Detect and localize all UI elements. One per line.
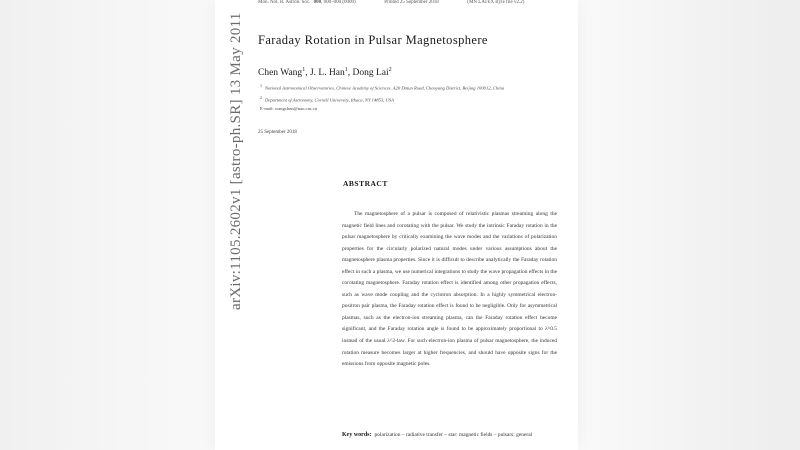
running-head: Mon. Not. R. Astron. Soc. 000, 000–000 (0000) Printed 25 September 2018 (MN LATEX style file v2.2) (258, 0, 525, 5)
author-affil-mark: 1 (302, 67, 306, 73)
viewer-background-left (0, 0, 215, 450)
author-name: J. L. Han (309, 68, 345, 79)
author-name: Dong Lai (352, 68, 389, 79)
author-name: Chen Wang (258, 68, 303, 79)
affiliation-text: National Astronomical Observatories, Chinese Academy of Sciences. A20 Datun Road, Chaoyang District, Beijing 100012, China (265, 85, 505, 91)
journal-pages: 000–000 (0000) (323, 0, 356, 5)
journal-name: Mon. Not. R. Astron. Soc. (258, 0, 311, 5)
keywords-text: polarization – radiative transfer – star: magnetic fields – pulsars: general (374, 432, 533, 438)
paper-title: Faraday Rotation in Pulsar Magnetosphere (258, 33, 488, 47)
author-affil-mark: 2 (388, 67, 392, 73)
affiliation (260, 95, 394, 103)
author-list: Chen Wang$^1$, J. L. Han$^1$, Dong Lai$^2$ (258, 67, 392, 79)
viewer-background-right (578, 0, 800, 450)
journal-volume: 000 (313, 0, 322, 5)
arxiv-identifier[interactable]: arXiv:1105.2602v1 [astro-ph.SR] 13 May 2011 (228, 12, 244, 310)
keywords-label: Key words: (342, 432, 372, 438)
affiliation-mark: 2 (260, 95, 262, 100)
author-affil-mark: 1 (344, 67, 348, 73)
printed-date: Printed 25 September 2018 (384, 0, 439, 5)
style-file: (MN LATEX style file v2.2) (467, 0, 525, 5)
affiliation-mark: 1 (260, 83, 262, 88)
contact-email[interactable]: E-mail: wangchen@nao.cas.cn (260, 106, 317, 111)
affiliation-text: Department of Astronomy, Cornell University, Ithaca, NY 14853, USA (265, 97, 394, 103)
paper-date: 25 September 2018 (258, 130, 297, 135)
abstract-body: The magnetosphere of a pulsar is composed of relativistic plasmas streaming along the magnetic field lines and corotating with the pulsar. We study the intrinsic Faraday rotation in the pulsar magnetosphere by critically examining the wave modes and the variations of polarization properties for the circularly polarized natural modes under various assumptions about the magnetosphere plasma properties. Since it is difficult to describe analytically the Faraday rotation effect in such a plasma, we use numerical integrations to study the wave propagation effects in the corotating magnetosphere. Faraday rotation effect is identified among other propagation effects, such as wave mode coupling and the cyclotron absorption. In a highly symmetrical electron-positron pair plasma, the Faraday rotation effect is found to be negligible. Only for asymmetrical plasmas, such as the electron-ion streaming plasma, can the Faraday rotation effect become significant, and the Faraday rotation angle is found to be approximately proportional to λ^0.5 instead of the usual λ^2-law. For such electron-ion plasma of pulsar magnetosphere, the induced rotation measure becomes larger at higher frequencies, and should have opposite signs for the emissions from opposite magnetic poles. (342, 211, 557, 368)
affiliation (260, 83, 504, 91)
keywords (342, 430, 557, 442)
abstract-heading: ABSTRACT (343, 179, 388, 188)
